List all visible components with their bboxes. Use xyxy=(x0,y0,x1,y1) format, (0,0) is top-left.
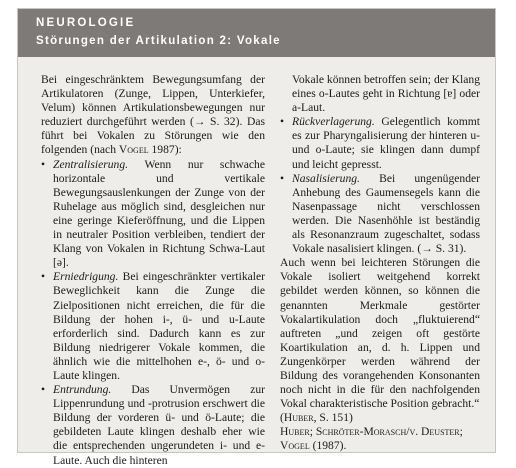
item-term: Rückverlagerung. xyxy=(292,115,375,129)
intro-text: Bei eingeschränktem Bewegungsumfang der Artikulatoren (Zunge, Lippen, Unterkiefer, Velum) können Artikulationsbewegungen nur reduziert durchgeführt werden (→ S. 32). Das führt bei Vokalen zu Störungen wie den folgenden (nach xyxy=(41,73,265,157)
intro-tail: 1987): xyxy=(148,143,182,157)
list-item xyxy=(41,383,265,468)
item-text: Das Unvermögen zur Lippenrundung und -protrusion erschwert die Bildung der vorderen ü- und ö-Laute; die gebildeten Laute klingen deshalb eher wie die entsprechenden ungerundeten i- und e-Laute. Auch die hinteren xyxy=(53,383,265,467)
item-term: Entrundung. xyxy=(53,383,112,397)
item-term: Nasalisierung. xyxy=(292,171,360,185)
box-header xyxy=(18,9,495,57)
right-column xyxy=(280,73,480,454)
left-column xyxy=(41,73,265,468)
disorder-list-right xyxy=(280,115,480,256)
bullet-icon: • xyxy=(280,115,285,129)
continuation-text: Vokale können betroffen sein; der Klang eines o-Lautes geht in Richtung [ɐ] oder a-Laut. xyxy=(292,73,480,115)
item-term: Erniedrigung. xyxy=(53,270,119,284)
box-title: Störungen der Artikulation 2: Vokale xyxy=(36,35,281,47)
disorder-list-left xyxy=(41,158,265,468)
list-item xyxy=(41,270,265,383)
intro-paragraph xyxy=(41,73,265,158)
list-item xyxy=(41,158,265,271)
item-term: Zentralisierung. xyxy=(53,157,129,171)
list-item xyxy=(280,115,480,171)
bullet-icon: • xyxy=(41,383,46,397)
section-kicker: NEUROLOGIE xyxy=(36,17,136,29)
intro-author: Vogel xyxy=(118,143,149,157)
bullet-icon: • xyxy=(41,157,46,171)
item-text: Bei ungenügender Anhebung des Gaumensegels kann die Nasenpassage nicht verschlossen werden. Die Nasenhöhle ist beständig als Resonanzraum zugeschaltet, sodass Vokale nasalisiert klingen. (→ S. 31). xyxy=(292,171,480,256)
item-text: Gelegentlich kommt es zur Pharyngalisierung der hinteren u- und o-Laute; sie klingen dann dumpf und leicht gepresst. xyxy=(292,115,480,171)
bullet-icon: • xyxy=(41,270,46,284)
item-text: Wenn nur schwache horizontale und vertikale Bewegungsauslenkungen der Zunge von der Ruhelage aus möglich sind, desgleichen nur eine geringe Kieferöffnung, und die Lippen in neutraler Position verbleiben, tendiert der Klang von Vokalen in Richtung Schwa-Laut [ə]. xyxy=(53,157,265,270)
bullet-icon: • xyxy=(280,171,285,185)
quote-source: (Huber, S. 151) xyxy=(280,411,353,425)
item-text: Bei eingeschränkter vertikaler Beweglichkeit kann die Zunge die Zielpositionen nicht erreichen, die für die Bildung der hohen i-, ü- und u-Laute erforderlich sind. Dadurch kann es zur Bildung niedrigerer Vokale kommen, die ähnlich wie die mittelhohen e-, ö- und o-Laute klingen. xyxy=(53,270,265,382)
info-box xyxy=(17,8,496,467)
list-item xyxy=(280,172,480,257)
references: Huber; Schröter-Morasch/v. Deuster; Vogel (1987). xyxy=(280,425,463,453)
quote-paragraph: Auch wenn bei leichteren Störungen die Vokale isoliert weitgehend korrekt gebildet werden können, so können die genannten Merkmale gestörter Vokalartikulation doch „fluktuierend“ auftreten „und zeigen oft gestörte Koartikulation an, d. h. Lippen und Zungenkörper werden während der Bildung des vorangehenden Konsonanten noch nicht in die für den nachfolgenden Vokal charakteristische Position gebracht.“ xyxy=(280,256,480,411)
